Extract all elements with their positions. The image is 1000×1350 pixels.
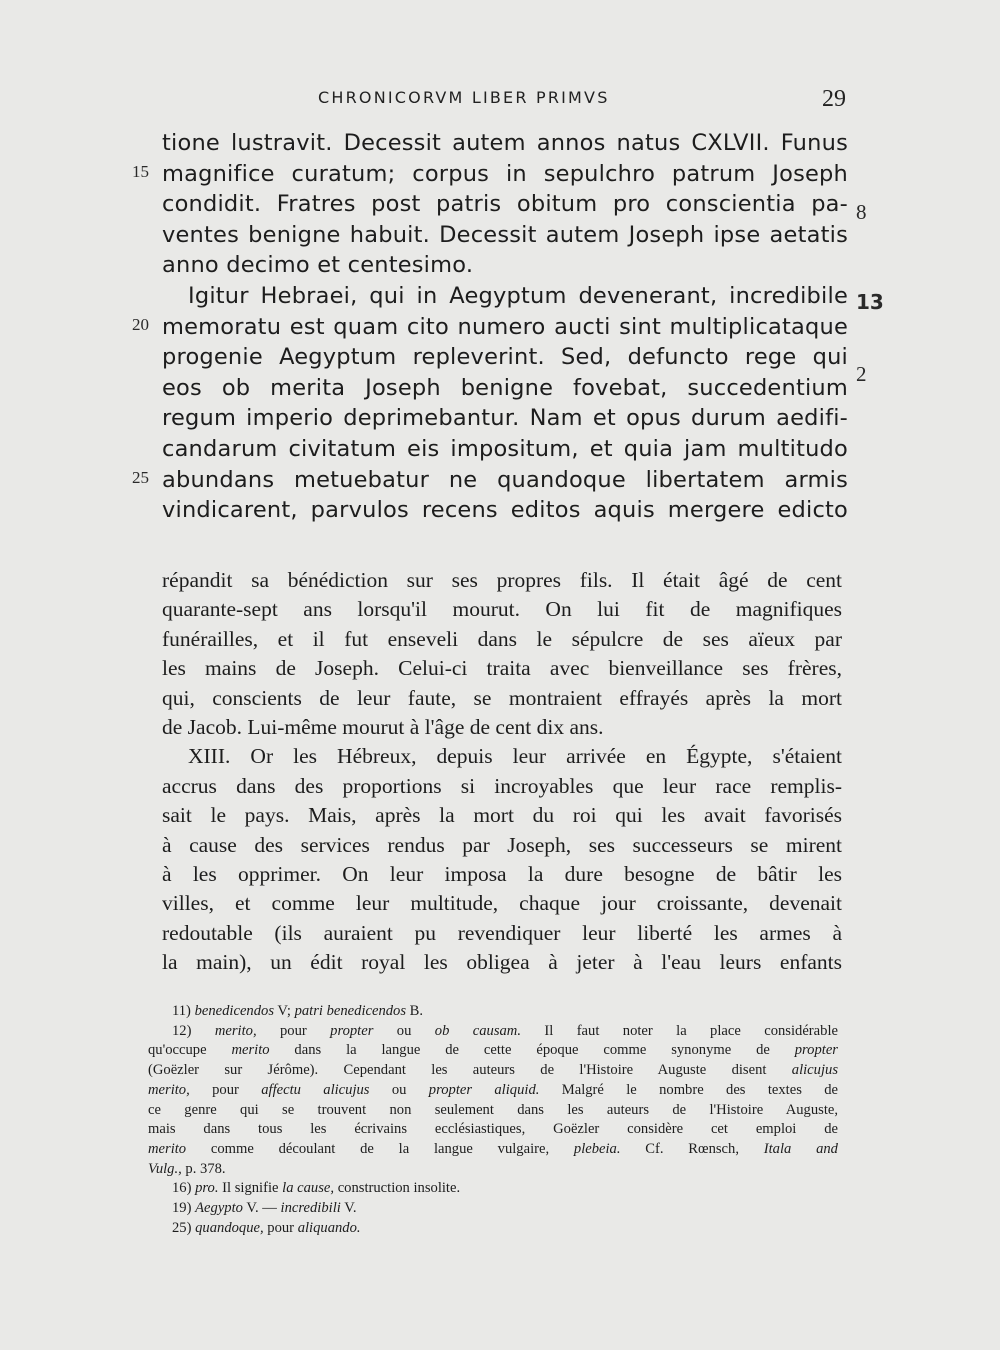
- footnote-text: construction insolite.: [334, 1180, 461, 1197]
- footnote-16: [148, 1179, 838, 1199]
- footnote-line: [148, 1041, 838, 1061]
- footnote-text: incredibili: [280, 1200, 341, 1217]
- footnote-number: 12): [172, 1022, 192, 1039]
- footnote-number: 19): [172, 1200, 192, 1217]
- line-number: 20: [132, 315, 149, 334]
- latin-line: magnifice curatum; corpus in sepulchro patrum Joseph: [162, 160, 848, 187]
- footnote-text: pour: [189, 1081, 262, 1098]
- footnote-text: propter aliquid.: [428, 1081, 540, 1098]
- footnote-text: comme découlant de la langue vulgaire,: [186, 1140, 574, 1157]
- french-line: redoutable (ils auraient pu revendiquer leur liberté les armes à: [162, 920, 842, 945]
- footnote-text: pro.: [195, 1180, 219, 1197]
- french-line: les mains de Joseph. Celui-ci traita avec bienveillance ses frères,: [162, 656, 842, 681]
- latin-line: memoratu est quam cito numero aucti sint multiplicataque: [162, 313, 848, 340]
- footnote-text: la cause,: [282, 1180, 335, 1197]
- footnote-text: Il faut noter la place considérable: [521, 1022, 838, 1039]
- footnote-line: [148, 1022, 838, 1042]
- footnote-line: ce genre qui se trouvent non seulement dans les auteurs de l'Histoire Auguste,: [148, 1101, 838, 1118]
- footnote-text: Cf. Rœnsch,: [620, 1140, 764, 1157]
- french-line: à cause des services rendus par Joseph, ses successeurs se mirent: [162, 832, 842, 857]
- latin-line: tione lustravit. Decessit autem annos natus CXLVII. Funus: [162, 130, 848, 156]
- footnotes: [148, 1002, 838, 1238]
- french-line: la main), un édit royal les obligea à jeter à l'eau leurs enfants: [162, 950, 842, 975]
- footnote-text: Itala and: [763, 1140, 838, 1157]
- footnote-text: quandoque,: [195, 1219, 264, 1236]
- latin-line: abundans metuebatur ne quandoque libertatem armis: [162, 466, 848, 493]
- footnote-text: alicujus: [791, 1062, 838, 1079]
- french-line: répandit sa bénédiction sur ses propres fils. Il était âgé de cent: [162, 568, 842, 592]
- margin-number: 13: [856, 290, 884, 314]
- footnote-text: Il signifie: [218, 1180, 283, 1197]
- footnote-line: mais dans tous les écrivains ecclésiastiques, Goëzler considère cet emploi de: [148, 1121, 838, 1138]
- footnote-number: 25): [172, 1219, 192, 1236]
- latin-line: anno decimo et centesimo.: [162, 252, 474, 279]
- footnote-text: Vulg.,: [148, 1160, 182, 1177]
- footnote-text: pour: [256, 1022, 331, 1039]
- latin-line: candarum civitatum eis impositum, et quia jam multitudo: [162, 435, 848, 462]
- latin-line: progenie Aegyptum repleverint. Sed, defuncto rege qui: [162, 344, 848, 371]
- french-line: sait le pays. Mais, après la mort du roi qui les avait favorisés: [162, 803, 842, 828]
- footnote-text: plebeia.: [573, 1140, 621, 1157]
- footnote-text: benedicendos: [194, 1003, 275, 1019]
- french-text: [162, 566, 842, 978]
- running-header: CHRONICORVM LIBER PRIMVS: [318, 88, 610, 107]
- latin-line: ventes benigne habuit. Decessit autem Joseph ipse aetatis: [162, 221, 848, 248]
- footnote-line: [148, 1140, 838, 1160]
- footnote-11: [148, 1002, 838, 1022]
- footnote-text: patri benedicendos: [294, 1003, 407, 1019]
- footnote-text: merito: [231, 1042, 270, 1059]
- latin-line: regum imperio deprimebantur. Nam et opus durum aedifi-: [162, 405, 848, 432]
- latin-line: condidit. Fratres post patris obitum pro conscientia pa-: [162, 191, 848, 218]
- french-line: quarante-sept ans lorsqu'il mourut. On lui fit de magnifiques: [162, 597, 842, 622]
- footnote-text: merito,: [214, 1022, 257, 1039]
- footnote-text: ob causam.: [434, 1022, 521, 1039]
- footnote-line: [148, 1081, 838, 1101]
- footnote-number: 11): [172, 1003, 191, 1019]
- footnote-text: aliquando.: [297, 1219, 361, 1236]
- footnote-text: ou: [369, 1081, 429, 1098]
- margin-number: 8: [856, 200, 867, 224]
- french-line: villes, et comme leur multitude, chaque jour croissante, devenait: [162, 891, 842, 916]
- footnote-text: V. —: [242, 1200, 281, 1217]
- french-line: funérailles, et il fut enseveli dans le sépulcre de ses aïeux par: [162, 626, 842, 651]
- footnote-text: qu'occupe: [148, 1042, 232, 1059]
- footnote-text: ou: [373, 1022, 435, 1039]
- latin-line: vindicarent, parvulos recens editos aquis mergere edicto: [162, 497, 848, 524]
- french-line: qui, conscients de leur faute, se montraient effrayés après la mort: [162, 685, 842, 710]
- footnote-text: merito,: [148, 1081, 190, 1098]
- french-line: de Jacob. Lui-même mourut à l'âge de cent dix ans.: [162, 715, 604, 740]
- page-number: 29: [822, 86, 846, 112]
- latin-text: [162, 128, 848, 526]
- latin-line: Igitur Hebraei, qui in Aegyptum devenerant, incredibile: [188, 282, 848, 309]
- footnote-text: p. 378.: [181, 1160, 226, 1177]
- french-line: XIII. Or les Hébreux, depuis leur arrivée en Égypte, s'étaient: [188, 744, 842, 769]
- footnote-line: [148, 1160, 838, 1180]
- margin-number: 2: [856, 362, 867, 386]
- footnote-19: [148, 1199, 838, 1219]
- footnote-line: [148, 1061, 838, 1081]
- footnote-text: V.: [340, 1200, 357, 1217]
- footnote-25: [148, 1219, 838, 1239]
- footnote-text: merito: [148, 1140, 187, 1157]
- footnote-12: [148, 1022, 838, 1180]
- french-line: accrus dans des proportions si incroyables que leur race remplis-: [162, 773, 842, 798]
- french-line: à les opprimer. On leur imposa la dure besogne de bâtir les: [162, 862, 842, 887]
- footnote-text: Aegypto: [195, 1200, 243, 1217]
- footnote-number: 16): [172, 1180, 192, 1197]
- footnote-text: dans la langue de cette époque comme synonyme de: [269, 1042, 795, 1059]
- footnote-text: pour: [263, 1219, 298, 1236]
- line-number: 25: [132, 468, 149, 487]
- footnote-text: Malgré le nombre des textes de: [539, 1081, 838, 1098]
- latin-line: eos ob merita Joseph benigne fovebat, succedentium: [162, 374, 848, 401]
- line-number: 15: [132, 162, 149, 181]
- footnote-text: affectu alicujus: [261, 1081, 370, 1098]
- footnote-text: (Goëzler sur Jérôme). Cependant les auteurs de l'Histoire Auguste disent: [148, 1062, 792, 1079]
- footnote-text: V;: [274, 1003, 295, 1019]
- footnote-text: propter: [794, 1042, 838, 1059]
- footnote-text: propter: [330, 1022, 374, 1039]
- footnote-text: B.: [406, 1003, 424, 1019]
